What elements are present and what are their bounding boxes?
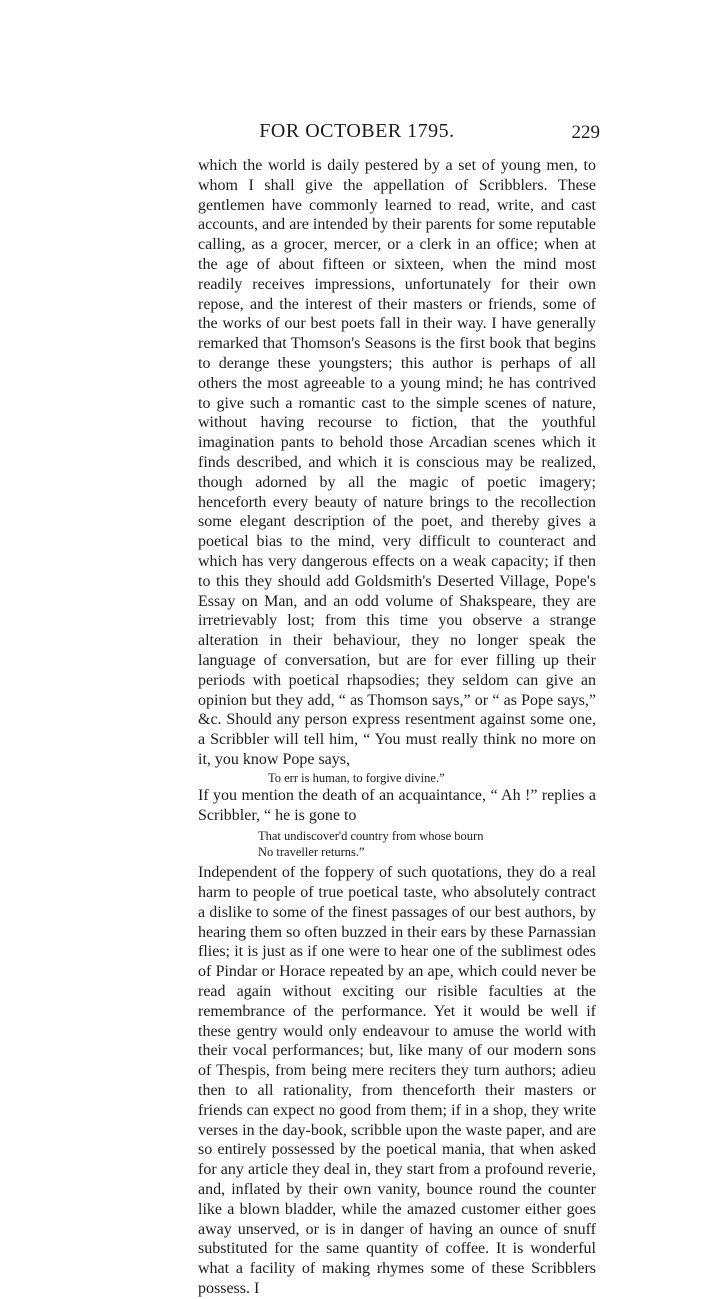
verse-quote-2 <box>198 828 596 860</box>
verse-quote-2-line-2: No traveller returns.” <box>258 845 365 860</box>
verse-quote-1: To err is human, to forgive divine.” <box>268 770 445 785</box>
paragraph-2: If you mention the death of an acquaintance, “ Ah !” replies a Scribbler, “ he is gone to <box>198 786 596 824</box>
paragraph-3: Independent of the foppery of such quotations, they do a real harm to people of true poetical taste, who absolutely contract a dislike to some of the finest passages of our best authors, by hearing them so often buzzed in their ears by these Parnassian flies; it is just as if one were to hear one of the sublimest odes of Pindar or Horace repeated by an ape, which could never be read again without exciting our risible faculties at the remembrance of the performance. Yet it would be well if these gentry would only endeavour to amuse the world with their vocal performances; but, like many of our modern sons of Thespis, from being mere reciters they turn authors; adieu then to all rationality, from thenceforth their masters or friends can expect no good from them; if in a shop, they write verses in the day-book, scribble upon the waste paper, and are so entirely possessed by the poetical mania, that when asked for any article they deal in, they start from a profound reverie, and, inflated by their own vanity, bounce round the counter like a blown bladder, while the amazed customer either goes away unserved, or is in danger of having an ounce of snuff substituted for the same quantity of coffee. It is wonderful what a facility of making rhymes some of these Scribblers possess. I <box>198 864 596 1298</box>
page-number: 229 <box>571 122 600 143</box>
article-text <box>198 156 596 1299</box>
page-header <box>0 120 714 148</box>
verse-quote-2-line-1: That undiscover'd country from whose bourn <box>258 829 484 844</box>
running-head: FOR OCTOBER 1795. <box>259 120 455 142</box>
paragraph-1: which the world is daily pestered by a set of young men, to whom I shall give the appellation of Scribblers. These gentlemen have commonly learned to read, write, and cast accounts, and are intended by their parents for some reputable calling, as a grocer, mercer, or a clerk in an office; when at the age of about fifteen or sixteen, when the mind most readily receives impressions, unfortunately for their own repose, and the interest of their masters or friends, some of the works of our best poets fall in their way. I have generally remarked that Thomson's Seasons is the first book that begins to derange these youngsters; this author is perhaps of all others the most agreeable to a young mind; he has contrived to give such a romantic cast to the simple scenes of nature, without having recourse to fiction, that the youthful imagination pants to behold those Arcadian scenes which it finds described, and which it is conscious may be realized, though adorned by all the magic of poetic imagery; henceforth every beauty of nature brings to the recollection some elegant description of the poet, and thereby gives a poetical bias to the mind, very difficult to counteract and which has very dangerous effects on a weak capacity; if then to this they should add Goldsmith's Deserted Village, Pope's Essay on Man, and an odd volume of Shakspeare, they are irretrievably lost; from this time you observe a strange alteration in their behaviour, they no longer speak the language of conversation, but are for ever filling up their periods with poetical rhapsodies; they seldom can give an opinion but they add, “ as Thomson says,” or “ as Pope says,” &c. Should any person express resentment against some one, a Scribbler will tell him, “ You must really think no more on it, you know Pope says, <box>198 157 596 768</box>
